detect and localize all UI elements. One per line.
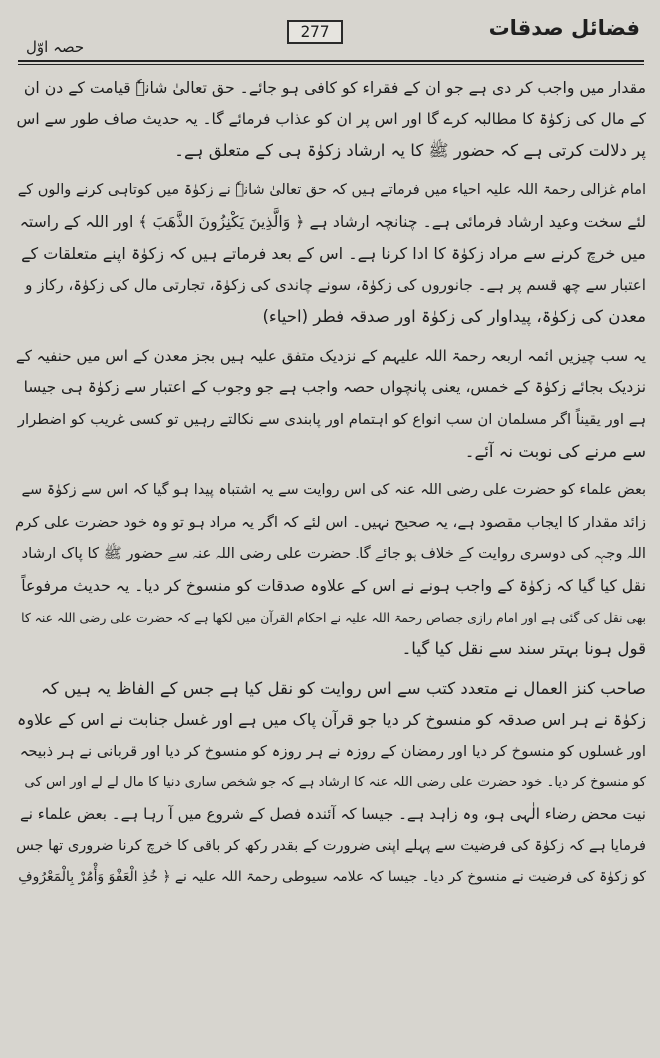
text-line: صاحب کنز العمال نے متعدد کتب سے اس روایت کو نقل کیا ہے جس کے الفاظ یہ ہیں کہ <box>41 678 646 698</box>
text-line: بھی نقل کی گئی ہے اور امام رازی جصاص رحمۃ اللہ علیہ نے احکام القرآن میں لکھا ہے کہ حضرت علی رضی اللہ عنہ کا <box>21 609 646 625</box>
text-line: لئے سخت وعید ارشاد فرمائی ہے۔ چنانچہ ارشاد ہے ﴿ وَالَّذِينَ يَكْنِزُونَ الذَّهَبَ ﴾ اور اللہ کے راستہ <box>19 212 646 232</box>
text-line: اللہ وجہہ کی دوسری روایت کے خلاف ہو جائے گا۔ حضرت علی رضی اللہ عنہ سے حضور ﷺ کا پاک ارشاد <box>21 545 646 563</box>
text-line: کے مال کی زکوٰۃ کا مطالبہ کرے گا اور اس پر ان کو عذاب فرمائے گا۔ یہ حدیث صاف طور سے اس <box>16 109 646 128</box>
text-line: معدن کی زکوٰۃ، پیداوار کی زکوٰۃ اور صدقہ فطر (احیاء) <box>262 307 646 327</box>
text-line: ہے اور یقیناً اگر مسلمان ان سب انواع کو اہتمام اور پابندی سے نکالتے رہیں تو کسی غریب کو اضطرار <box>17 410 646 428</box>
text-line: زکوٰۃ نے ہر اس صدقہ کو منسوخ کر دیا جو قرآن پاک میں ہے اور غسل جنابت نے اس کے علاوہ <box>17 710 646 730</box>
page-header <box>0 0 660 62</box>
text-line: کو زکوٰۃ کی فرضیت نے منسوخ کر دیا۔ جیسا کہ علامہ سیوطی رحمۃ اللہ علیہ نے ﴿ خُذِ الْعَفْوَ وَأْمُرْ بِالْمَعْرُوفِ <box>18 869 646 886</box>
paragraph <box>14 341 646 467</box>
text-line: سے مرنے کی نوبت نہ آئے۔ <box>464 441 646 461</box>
section-label: حصہ اوّل <box>26 38 85 56</box>
page-number: 277 <box>287 20 343 44</box>
text-line: یہ سب چیزیں ائمہ اربعہ رحمۃ اللہ علیہم کے نزدیک متفق علیہ ہیں بجز معدن کے اس میں حنفیہ کے <box>15 346 646 365</box>
paragraph <box>14 673 646 894</box>
text-line: زائد مقدار کا ایجاب مقصود ہے، یہ صحیح نہیں۔ اس لئے کہ اگر یہ مراد ہو تو وہ خود حضرت علی کرم <box>14 513 646 531</box>
text-line: مقدار میں واجب کر دی ہے جو ان کے فقراء کو کافی ہو جائے۔ حق تعالیٰ شانہٗ قیامت کے دن ان <box>23 78 646 97</box>
text-line: نیت محض رضاء الٰہی ہو، وہ زاہد ہے۔ جیسا کہ آئندہ فصل کے شروع میں آ رہا ہے۔ بعض علماء نے <box>19 805 646 824</box>
paragraph <box>14 175 646 333</box>
text-line: میں خرچ کرنے سے مراد زکوٰۃ کا ادا کرنا ہے۔ اس کے بعد فرماتے ہیں کہ زکوٰۃ اپنے متعلقات کے <box>21 243 646 263</box>
text-line: نقل کیا گیا کہ زکوٰۃ کے واجب ہونے نے اس کے علاوہ صدقات کو منسوخ کر دیا۔ یہ حدیث مرفوعاً <box>21 575 646 595</box>
text-line: فرمایا ہے کہ زکوٰۃ کی فرضیت سے پہلے اپنی ضرورت کے بقدر رکھ کر باقی کا خرچ کرنا ضروری تھا جس <box>16 837 646 854</box>
text-line: اعتبار سے چھ قسم پر ہے۔ جانوروں کی زکوٰۃ، سونے چاندی کی زکوٰۃ، تجارتی مال کی زکوٰۃ، رکاز و <box>25 275 646 294</box>
paragraph <box>14 72 646 167</box>
text-line: قول ہونا بہتر سند سے نقل کیا گیا۔ <box>401 639 646 659</box>
text-line: پر دلالت کرتی ہے کہ حضور ﷺ کا یہ ارشاد زکوٰۃ ہی کے متعلق ہے۔ <box>174 141 646 161</box>
text-line: امام غزالی رحمۃ اللہ علیہ احیاء میں فرماتے ہیں کہ حق تعالیٰ شانہٗ نے زکوٰۃ میں کوتاہی کرنے والوں کے <box>17 181 646 198</box>
body-text <box>14 72 646 902</box>
book-title: فضائل صدقات <box>488 16 640 40</box>
text-line: بعض علماء کو حضرت علی رضی اللہ عنہ کی اس روایت سے یہ اشتباہ پیدا ہو گیا کہ اس سے زکوٰۃ سے <box>21 482 646 499</box>
header-rule-thin <box>18 64 644 65</box>
text-line: نزدیک بجائے زکوٰۃ کے خمس، یعنی پانچواں حصہ واجب ہے جو وجوب کے اعتبار سے زکوٰۃ ہی جیسا <box>23 378 646 397</box>
paragraph <box>14 475 646 665</box>
text-line: کو منسوخ کر دیا۔ خود حضرت علی رضی اللہ عنہ کا ارشاد ہے کہ جو شخص ساری دنیا کا مال لے لے اور اس کی <box>24 775 646 791</box>
text-line: اور غسلوں کو منسوخ کر دیا اور رمضان کے روزہ نے ہر روزہ کو منسوخ کر دیا اور قربانی نے ہر ذبیحہ <box>19 742 646 760</box>
header-rule <box>18 60 644 62</box>
